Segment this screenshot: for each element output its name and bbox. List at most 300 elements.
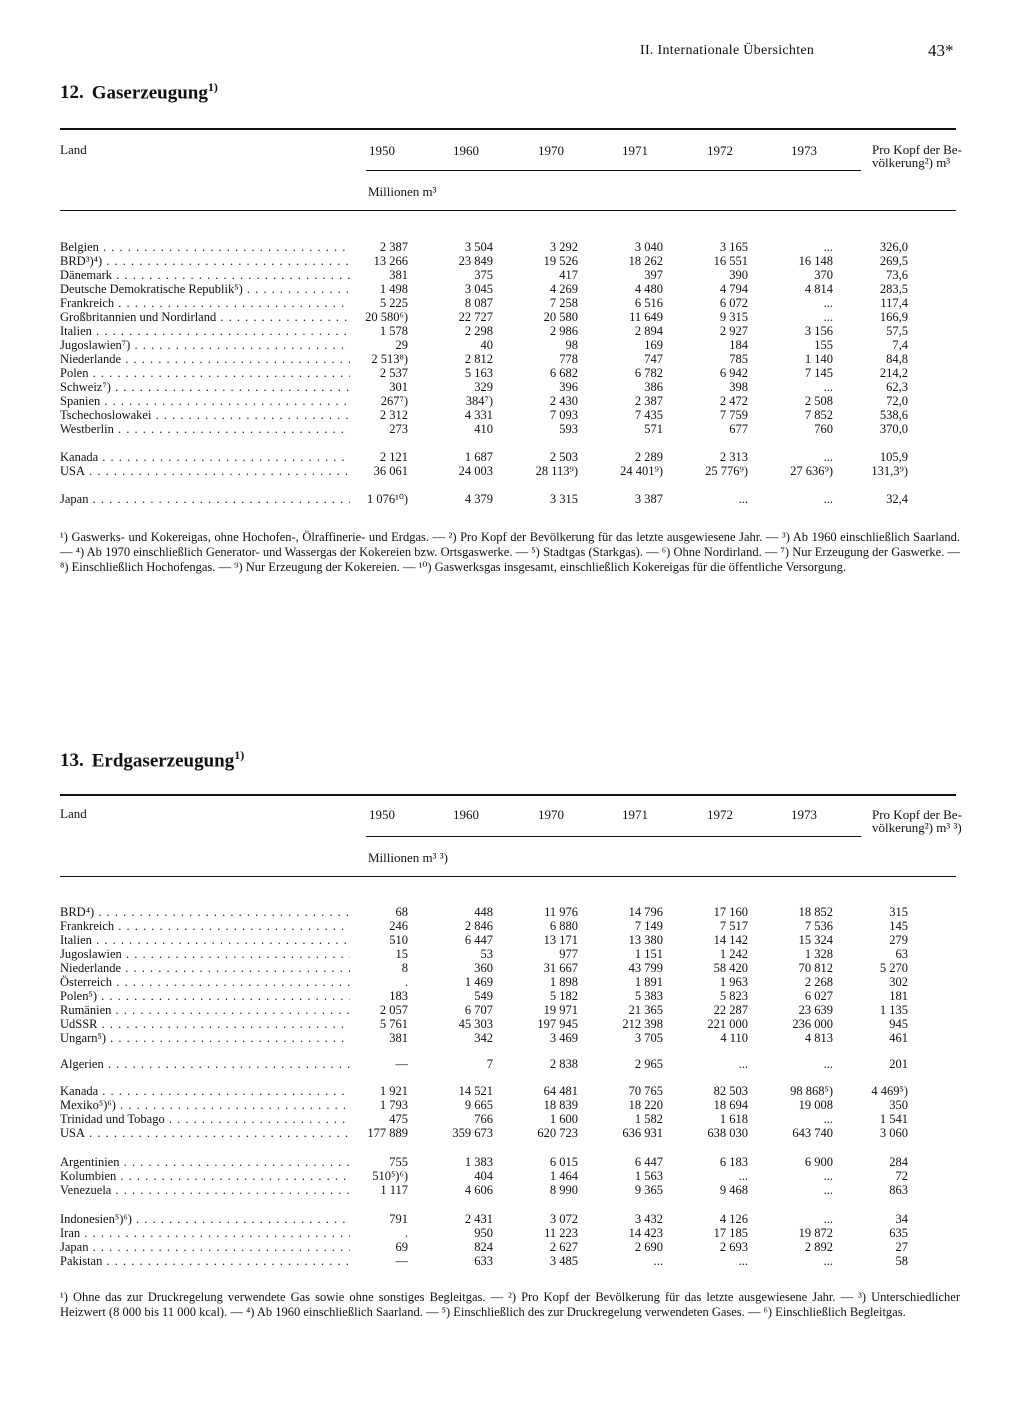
row-year-value: 2 121 [379,450,408,464]
row-per-capita-value: 5 270 [879,961,908,975]
row-land: Algerien . . . [60,1057,350,1071]
row-year-value: 1 891 [634,975,663,989]
row-year-value: 221 000 [707,1017,748,1031]
row-land: Jugoslawien . . . [60,947,350,961]
row-per-capita-value: 201 [889,1057,908,1071]
table13-footnotes: ¹) Ohne das zur Druckregelung verwendete Gas sowie ohne sonstiges Begleitgas. — ²) Pro Kopf der Bevölkerung für das letzte ausgewiesene Jahr. — ³) Unterschiedlicher Heizwert (8 000 bis 11 000 kcal). — ⁴) Ab 1960 einschließlich Saarland. — ⁵) Einschließlich des zur Druckregelung verwendeten Gases. — ⁶) Einschließlich Begleitgas. [60,1290,960,1319]
row-per-capita-value: 34 [895,1212,908,1226]
row-year-value: 9 468 [719,1183,748,1197]
row-year-value: 2 986 [549,324,578,338]
table12-title [60,80,218,104]
table13-top-rule [60,794,956,796]
table-row [0,933,1024,947]
row-year-value: 6 516 [634,296,663,310]
row-year-value: 58 420 [713,961,748,975]
row-year-value: 2 472 [719,394,748,408]
row-year-value: 571 [644,422,663,436]
row-year-value: 4 379 [464,492,493,506]
row-year-value: 19 526 [543,254,578,268]
table-row [0,989,1024,1003]
row-year-value: 824 [474,1240,493,1254]
row-land: Tschechoslowakei . . . [60,408,350,422]
table-row [0,1155,1024,1169]
row-year-value: 4 813 [804,1031,833,1045]
table-row [0,352,1024,366]
table12-header-year: 1972 [707,143,733,158]
row-year-value: 43 799 [628,961,663,975]
row-year-value: 2 268 [804,975,833,989]
table-row [0,254,1024,268]
row-year-value: 2 812 [464,352,493,366]
row-year-value: 69 [395,1240,408,1254]
row-year-value: 64 481 [543,1084,578,1098]
row-year-value: 6 072 [719,296,748,310]
table13-title [60,748,244,772]
row-year-value: ... [823,310,833,324]
row-land: Jugoslawien⁷) . . . [60,338,350,352]
row-per-capita-value: 269,5 [879,254,908,268]
table-row [0,1084,1024,1098]
row-year-value: 11 223 [544,1226,578,1240]
row-year-value: 14 796 [628,905,663,919]
row-year-value: 25 776⁹) [705,464,748,478]
row-year-value: 9 365 [634,1183,663,1197]
table-row [0,905,1024,919]
row-year-value: 1 963 [719,975,748,989]
row-year-value: 14 521 [458,1084,493,1098]
row-year-value: 212 398 [622,1017,663,1031]
row-per-capita-value: 283,5 [879,282,908,296]
row-year-value: ... [823,1212,833,1226]
row-land: UdSSR . . . [60,1017,350,1031]
row-land: Frankreich . . . [60,296,350,310]
table12-title-text: Gaserzeugung [91,82,208,104]
row-year-value: 950 [474,1226,493,1240]
row-land: BRD³)⁴) . . . [60,254,350,268]
row-year-value: 2 892 [804,1240,833,1254]
row-year-value: 4 794 [719,282,748,296]
table12-header-land: Land [60,142,87,157]
row-year-value: 14 423 [628,1226,663,1240]
row-year-value: 7 093 [549,408,578,422]
row-year-value: 2 298 [464,324,493,338]
row-land: Polen⁵) . . . [60,989,350,1003]
row-year-value: 11 649 [629,310,663,324]
row-year-value: ... [823,1183,833,1197]
page-number: 43* [928,41,954,60]
row-year-value: 1 563 [634,1169,663,1183]
row-year-value: ... [823,1169,833,1183]
row-land: Japan . . . [60,492,350,506]
row-year-value: 370 [814,268,833,282]
row-year-value: 1 582 [634,1112,663,1126]
row-year-value: 14 142 [713,933,748,947]
row-year-value: 397 [644,268,663,282]
running-head: II. Internationale Übersichten [640,43,815,58]
row-per-capita-value: 302 [889,975,908,989]
table12-unit-rule [366,170,861,171]
row-year-value: 3 165 [719,240,748,254]
row-per-capita-value: 945 [889,1017,908,1031]
row-year-value: 4 814 [804,282,833,296]
table-row [0,394,1024,408]
row-year-value: 22 727 [458,310,493,324]
row-per-capita-value: 131,3⁹) [871,464,908,478]
row-year-value: 27 636⁹) [790,464,833,478]
row-year-value: 70 765 [628,1084,663,1098]
row-year-value: 404 [474,1169,493,1183]
row-year-value: 2 838 [549,1057,578,1071]
row-year-value: 3 156 [804,324,833,338]
row-year-value: 384⁷) [465,394,493,408]
table12-header-year: 1960 [453,143,479,158]
row-year-value: . [404,1226,408,1240]
row-year-value: 7 [486,1057,493,1071]
row-per-capita-value: 58 [895,1254,908,1268]
row-year-value: 1 498 [379,282,408,296]
row-year-value: 2 846 [464,919,493,933]
row-year-value: 19 971 [543,1003,578,1017]
row-year-value: 3 705 [634,1031,663,1045]
row-year-value: 2 312 [379,408,408,422]
row-year-value: 4 480 [634,282,663,296]
row-year-value: ... [823,296,833,310]
row-year-value: 633 [474,1254,493,1268]
row-per-capita-value: 27 [895,1240,908,1254]
table-row [0,1003,1024,1017]
table12-footnotes: ¹) Gaswerks- und Kokereigas, ohne Hochofen-, Ölraffinerie- und Erdgas. — ²) Pro Kopf der Bevölkerung für das letzte ausgewiesene Jahr. — ³) Ab 1960 einschließlich Saarland. — ⁴) Ab 1970 einschließlich Generator- und Wassergas der Kokereien bzw. Ortsgaswerke. — ⁵) Stadtgas (Starkgas). — ⁶) Ohne Nordirland. — ⁷) Nur Erzeugung der Gaswerke. — ⁸) Einschließlich Hochofengas. — ⁹) Nur Erzeugung der Kokereien. — ¹⁰) Gaswerksgas insgesamt, einschließlich Kokereigas für die öffentliche Versorgung. [60,530,960,574]
row-year-value: 3 045 [464,282,493,296]
row-year-value: ... [823,492,833,506]
row-year-value: 29 [395,338,408,352]
row-year-value: 5 182 [549,989,578,1003]
row-per-capita-value: 4 469⁵) [871,1084,908,1098]
row-year-value: 1 328 [804,947,833,961]
table12-header-year: 1971 [622,143,648,158]
row-year-value: 4 126 [719,1212,748,1226]
table-row [0,919,1024,933]
table13-header-year: 1950 [369,807,395,822]
row-per-capita-value: 63 [895,947,908,961]
row-land: Spanien . . . [60,394,350,408]
row-year-value: 760 [814,422,833,436]
row-year-value: 6 027 [804,989,833,1003]
row-year-value: 342 [474,1031,493,1045]
row-year-value: 5 225 [379,296,408,310]
row-year-value: 2 430 [549,394,578,408]
table-row [0,1098,1024,1112]
row-year-value: 7 517 [719,919,748,933]
row-year-value: 184 [729,338,748,352]
row-per-capita-value: 117,4 [880,296,908,310]
row-per-capita-value: 62,3 [886,380,908,394]
row-land: Deutsche Demokratische Republik⁵) . . . [60,282,350,296]
row-year-value: . [404,975,408,989]
row-year-value: 3 469 [549,1031,578,1045]
table-row [0,1057,1024,1071]
table-row [0,464,1024,478]
row-land: Italien . . . [60,933,350,947]
row-year-value: 1 117 [380,1183,408,1197]
row-year-value: 3 315 [549,492,578,506]
row-year-value: 396 [559,380,578,394]
row-year-value: 475 [389,1112,408,1126]
row-year-value: 4 269 [549,282,578,296]
row-year-value: 18 852 [798,905,833,919]
row-year-value: 620 723 [537,1126,578,1140]
row-year-value: 360 [474,961,493,975]
row-year-value: 791 [389,1212,408,1226]
row-year-value: 8 [401,961,408,975]
row-year-value: 643 740 [792,1126,833,1140]
row-land: Venezuela . . . [60,1183,350,1197]
row-year-value: 4 110 [720,1031,748,1045]
table13-title-text: Erdgaserzeugung [91,750,235,772]
row-year-value: 1 898 [549,975,578,989]
row-land: Schweiz⁷) . . . [60,380,350,394]
row-year-value: 17 160 [713,905,748,919]
row-year-value: 359 673 [452,1126,493,1140]
row-year-value: 390 [729,268,748,282]
row-year-value: 747 [644,352,663,366]
row-per-capita-value: 214,2 [879,366,908,380]
row-land: Italien . . . [60,324,350,338]
row-year-value: 1 242 [719,947,748,961]
row-year-value: 2 690 [634,1240,663,1254]
row-year-value: ... [823,1112,833,1126]
row-year-value: 1 469 [464,975,493,989]
row-year-value: 386 [644,380,663,394]
table-row [0,324,1024,338]
row-year-value: 381 [389,268,408,282]
row-year-value: ... [738,1169,748,1183]
row-year-value: 246 [389,919,408,933]
row-year-value: 9 665 [464,1098,493,1112]
row-year-value: 7 258 [549,296,578,310]
row-year-value: 755 [389,1155,408,1169]
row-year-value: 20 580 [543,310,578,324]
row-year-value: 2 894 [634,324,663,338]
row-year-value: 1 140 [804,352,833,366]
row-year-value: 20 580⁶) [365,310,408,324]
row-year-value: 16 148 [798,254,833,268]
table-row [0,366,1024,380]
row-land: Westberlin . . . [60,422,350,436]
row-land: Kolumbien . . . [60,1169,350,1183]
row-per-capita-value: 73,6 [886,268,908,282]
row-per-capita-value: 32,4 [886,492,908,506]
row-year-value: 177 889 [367,1126,408,1140]
table12-header-year: 1950 [369,143,395,158]
row-per-capita-value: 1 135 [879,1003,908,1017]
row-per-capita-value: 1 541 [879,1112,908,1126]
table-row [0,1017,1024,1031]
row-year-value: 7 145 [804,366,833,380]
row-year-value: 13 380 [628,933,663,947]
row-year-value: 16 551 [713,254,748,268]
row-year-value: 329 [474,380,493,394]
row-year-value: 21 365 [628,1003,663,1017]
row-year-value: 18 839 [543,1098,578,1112]
row-year-value: 785 [729,352,748,366]
row-per-capita-value: 166,9 [879,310,908,324]
row-year-value: 11 976 [544,905,578,919]
table12-header-unit: Millionen m³ [368,184,437,199]
row-land: USA . . . [60,464,350,478]
row-year-value: 381 [389,1031,408,1045]
row-year-value: 169 [644,338,663,352]
row-year-value: 7 536 [804,919,833,933]
table13-header-year: 1960 [453,807,479,822]
row-year-value: 3 432 [634,1212,663,1226]
row-year-value: 3 485 [549,1254,578,1268]
row-year-value: 638 030 [707,1126,748,1140]
row-year-value: 31 667 [543,961,578,975]
row-year-value: 1 921 [379,1084,408,1098]
table-row [0,240,1024,254]
row-year-value: 549 [474,989,493,1003]
row-year-value: 1 076¹⁰) [366,492,408,506]
row-year-value: 778 [559,352,578,366]
row-year-value: ... [738,1057,748,1071]
row-year-value: 677 [729,422,748,436]
table-row [0,296,1024,310]
table-row [0,310,1024,324]
row-year-value: 23 849 [458,254,493,268]
row-year-value: 2 537 [379,366,408,380]
row-year-value: 398 [729,380,748,394]
table-row [0,1254,1024,1268]
row-year-value: 98 [565,338,578,352]
row-year-value: 7 435 [634,408,663,422]
table-row [0,947,1024,961]
row-land: Belgien . . . [60,240,350,254]
row-per-capita-value: 279 [889,933,908,947]
row-year-value: — [395,1057,408,1071]
row-year-value: 417 [559,268,578,282]
row-year-value: 4 606 [464,1183,493,1197]
table-row [0,1031,1024,1045]
row-year-value: 98 868⁵) [790,1084,833,1098]
row-land: Kanada . . . [60,1084,350,1098]
row-year-value: 2 387 [634,394,663,408]
row-land: Dänemark . . . [60,268,350,282]
row-year-value: 1 618 [719,1112,748,1126]
row-per-capita-value: 326,0 [879,240,908,254]
row-year-value: 2 057 [379,1003,408,1017]
row-land: Mexiko⁵)⁶) . . . [60,1098,350,1112]
row-year-value: 2 693 [719,1240,748,1254]
row-per-capita-value: 72,0 [886,394,908,408]
row-year-value: 22 287 [713,1003,748,1017]
row-year-value: 1 578 [379,324,408,338]
row-year-value: 6 880 [549,919,578,933]
table-row [0,422,1024,436]
row-year-value: 7 759 [719,408,748,422]
row-year-value: 5 383 [634,989,663,1003]
row-land: USA . . . [60,1126,350,1140]
table12-header-year: 1973 [791,143,817,158]
row-land: Ungarn⁵) . . . [60,1031,350,1045]
row-year-value: 3 040 [634,240,663,254]
row-per-capita-value: 863 [889,1183,908,1197]
row-year-value: 7 149 [634,919,663,933]
row-per-capita-value: 461 [889,1031,908,1045]
row-per-capita-value: 538,6 [879,408,908,422]
row-per-capita-value: 72 [895,1169,908,1183]
row-year-value: 15 324 [798,933,833,947]
row-year-value: 2 508 [804,394,833,408]
row-year-value: 766 [474,1112,493,1126]
table-row [0,1126,1024,1140]
row-land: Österreich . . . [60,975,350,989]
row-year-value: 510 [389,933,408,947]
row-per-capita-value: 350 [889,1098,908,1112]
table-row [0,492,1024,506]
row-year-value: 410 [474,422,493,436]
table-row [0,282,1024,296]
row-year-value: 3 072 [549,1212,578,1226]
row-land: Trinidad und Tobago . . . [60,1112,350,1126]
row-year-value: 70 812 [798,961,833,975]
row-year-value: 3 387 [634,492,663,506]
table-row [0,1112,1024,1126]
row-year-value: 23 639 [798,1003,833,1017]
row-year-value: 6 707 [464,1003,493,1017]
row-year-value: — [395,1254,408,1268]
table13-header-land: Land [60,806,87,821]
table13-unit-rule [366,836,861,837]
row-year-value: 6 183 [719,1155,748,1169]
table13-header-year: 1971 [622,807,648,822]
row-year-value: 6 900 [804,1155,833,1169]
row-year-value: 8 990 [549,1183,578,1197]
table13-header-rule [60,876,956,877]
row-year-value: 6 942 [719,366,748,380]
row-land: Kanada . . . [60,450,350,464]
row-year-value: 2 387 [379,240,408,254]
row-year-value: 6 015 [549,1155,578,1169]
table12-header-per-capita: Pro Kopf der Be- völkerung²) m³ [872,142,962,170]
row-year-value: 36 061 [373,464,408,478]
row-year-value: 1 687 [464,450,493,464]
table-row [0,1169,1024,1183]
table-row [0,1240,1024,1254]
row-year-value: 53 [480,947,493,961]
row-per-capita-value: 57,5 [886,324,908,338]
row-year-value: 1 383 [464,1155,493,1169]
row-year-value: 1 600 [549,1112,578,1126]
row-year-value: 2 627 [549,1240,578,1254]
row-year-value: 2 965 [634,1057,663,1071]
row-year-value: 2 431 [464,1212,493,1226]
row-year-value: 45 303 [458,1017,493,1031]
row-per-capita-value: 181 [889,989,908,1003]
row-year-value: 24 401⁹) [620,464,663,478]
row-year-value: 2 313 [719,450,748,464]
table-row [0,1226,1024,1240]
table-row [0,450,1024,464]
row-year-value: 5 761 [379,1017,408,1031]
table13-header-per-capita: Pro Kopf der Be- völkerung²) m³ ³) [872,807,962,835]
row-year-value: 82 503 [713,1084,748,1098]
row-year-value: 6 682 [549,366,578,380]
table-row [0,338,1024,352]
row-year-value: 18 262 [628,254,663,268]
row-year-value: 2 927 [719,324,748,338]
row-land: Iran . . . [60,1226,350,1240]
row-year-value: ... [823,1254,833,1268]
